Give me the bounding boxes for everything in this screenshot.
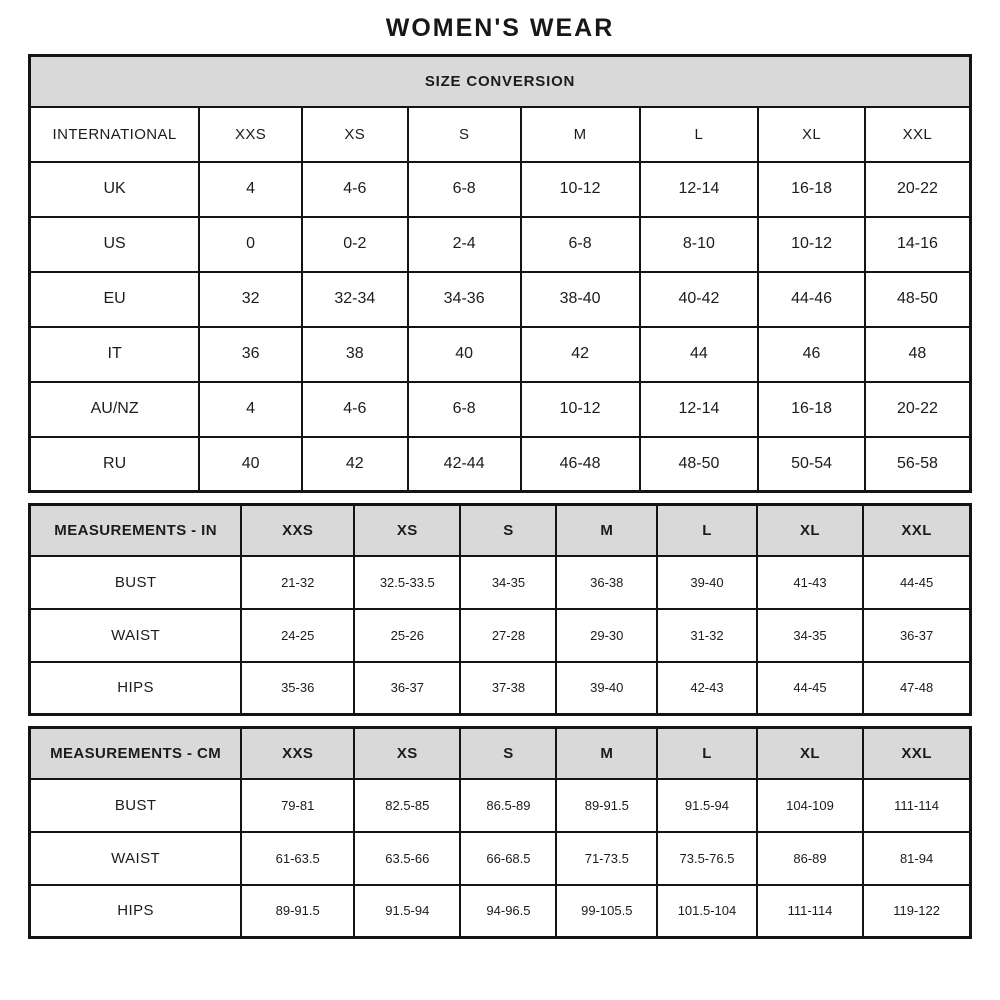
cell-value: 2-4 — [408, 217, 521, 272]
cell-value: 4-6 — [302, 162, 408, 217]
table-row — [30, 556, 971, 609]
column-header-l: L — [657, 505, 757, 556]
cell-value: 20-22 — [865, 162, 971, 217]
cell-value: 20-22 — [865, 382, 971, 437]
row-label-us: US — [30, 217, 200, 272]
measurements-in-table — [28, 503, 972, 716]
cell-value: 44 — [640, 327, 759, 382]
cell-value: 38 — [302, 327, 408, 382]
cell-value: 29-30 — [556, 609, 657, 662]
cell-value: 119-122 — [863, 885, 970, 938]
cell-value: 94-96.5 — [460, 885, 556, 938]
row-label-waist: WAIST — [30, 609, 242, 662]
row-label-hips: HIPS — [30, 885, 242, 938]
cell-value: 27-28 — [460, 609, 556, 662]
cell-value: 25-26 — [354, 609, 460, 662]
table-row — [30, 885, 971, 938]
cell-value: 32.5-33.5 — [354, 556, 460, 609]
cell-value: 4 — [199, 382, 302, 437]
column-header-xxs: XXS — [199, 107, 302, 162]
cell-value: 89-91.5 — [556, 779, 657, 832]
cell-value: 40 — [408, 327, 521, 382]
table-row — [30, 609, 971, 662]
cell-value: 36-37 — [354, 662, 460, 715]
cell-value: 8-10 — [640, 217, 759, 272]
cell-value: 41-43 — [757, 556, 863, 609]
cell-value: 36 — [199, 327, 302, 382]
cell-value: 73.5-76.5 — [657, 832, 757, 885]
cell-value: 16-18 — [758, 382, 865, 437]
size-conversion-title: SIZE CONVERSION — [30, 56, 971, 107]
cell-value: 0 — [199, 217, 302, 272]
cell-value: 46 — [758, 327, 865, 382]
cell-value: 10-12 — [521, 382, 640, 437]
cell-value: 66-68.5 — [460, 832, 556, 885]
row-label-bust: BUST — [30, 556, 242, 609]
cell-value: 34-35 — [757, 609, 863, 662]
cell-value: 44-45 — [757, 662, 863, 715]
cell-value: 39-40 — [556, 662, 657, 715]
column-header-xxs: XXS — [241, 505, 354, 556]
cell-value: 86.5-89 — [460, 779, 556, 832]
cell-value: 16-18 — [758, 162, 865, 217]
column-header-s: S — [460, 505, 556, 556]
column-header-m: M — [556, 728, 657, 779]
cell-value: 40-42 — [640, 272, 759, 327]
cell-value: 71-73.5 — [556, 832, 657, 885]
table-row — [30, 662, 971, 715]
table-row — [30, 327, 971, 382]
row-label-au-nz: AU/NZ — [30, 382, 200, 437]
cell-value: 14-16 — [865, 217, 971, 272]
column-header-xxl: XXL — [863, 505, 970, 556]
cell-value: 32 — [199, 272, 302, 327]
table-row — [30, 272, 971, 327]
corner-header-international: INTERNATIONAL — [30, 107, 200, 162]
cell-value: 48 — [865, 327, 971, 382]
size-conversion-table — [28, 54, 972, 493]
cell-value: 104-109 — [757, 779, 863, 832]
cell-value: 36-37 — [863, 609, 970, 662]
row-label-waist: WAIST — [30, 832, 242, 885]
table-row — [30, 779, 971, 832]
row-label-uk: UK — [30, 162, 200, 217]
cell-value: 42-44 — [408, 437, 521, 492]
cell-value: 4 — [199, 162, 302, 217]
cell-value: 46-48 — [521, 437, 640, 492]
column-header-xxl: XXL — [863, 728, 970, 779]
column-header-s: S — [460, 728, 556, 779]
cell-value: 42-43 — [657, 662, 757, 715]
cell-value: 101.5-104 — [657, 885, 757, 938]
cell-value: 48-50 — [640, 437, 759, 492]
cell-value: 61-63.5 — [241, 832, 354, 885]
cell-value: 47-48 — [863, 662, 970, 715]
table-title-measurements-cm: MEASUREMENTS - CM — [30, 728, 242, 779]
cell-value: 42 — [521, 327, 640, 382]
cell-value: 34-35 — [460, 556, 556, 609]
cell-value: 44-46 — [758, 272, 865, 327]
column-header-row — [30, 728, 971, 779]
cell-value: 34-36 — [408, 272, 521, 327]
column-header-xl: XL — [757, 728, 863, 779]
column-header-xxl: XXL — [865, 107, 971, 162]
table-row — [30, 217, 971, 272]
cell-value: 32-34 — [302, 272, 408, 327]
column-header-xs: XS — [354, 505, 460, 556]
table-row — [30, 162, 971, 217]
cell-value: 44-45 — [863, 556, 970, 609]
column-header-l: L — [657, 728, 757, 779]
column-header-xxs: XXS — [241, 728, 354, 779]
row-label-ru: RU — [30, 437, 200, 492]
cell-value: 35-36 — [241, 662, 354, 715]
cell-value: 48-50 — [865, 272, 971, 327]
row-label-it: IT — [30, 327, 200, 382]
cell-value: 12-14 — [640, 382, 759, 437]
cell-value: 6-8 — [521, 217, 640, 272]
column-header-xs: XS — [354, 728, 460, 779]
table-row — [30, 437, 971, 492]
cell-value: 91.5-94 — [354, 885, 460, 938]
cell-value: 40 — [199, 437, 302, 492]
table-row — [30, 832, 971, 885]
cell-value: 38-40 — [521, 272, 640, 327]
column-header-s: S — [408, 107, 521, 162]
cell-value: 4-6 — [302, 382, 408, 437]
cell-value: 21-32 — [241, 556, 354, 609]
cell-value: 89-91.5 — [241, 885, 354, 938]
column-header-row — [30, 107, 971, 162]
cell-value: 82.5-85 — [354, 779, 460, 832]
cell-value: 63.5-66 — [354, 832, 460, 885]
column-header-xl: XL — [757, 505, 863, 556]
cell-value: 91.5-94 — [657, 779, 757, 832]
cell-value: 0-2 — [302, 217, 408, 272]
column-header-l: L — [640, 107, 759, 162]
measurements-cm-body — [30, 728, 971, 938]
cell-value: 50-54 — [758, 437, 865, 492]
cell-value: 79-81 — [241, 779, 354, 832]
column-header-xs: XS — [302, 107, 408, 162]
size-conversion-body — [30, 56, 971, 492]
row-label-bust: BUST — [30, 779, 242, 832]
cell-value: 56-58 — [865, 437, 971, 492]
table-title-measurements-in: MEASUREMENTS - IN — [30, 505, 242, 556]
row-label-eu: EU — [30, 272, 200, 327]
measurements-cm-table — [28, 726, 972, 939]
cell-value: 12-14 — [640, 162, 759, 217]
cell-value: 10-12 — [521, 162, 640, 217]
column-header-row — [30, 505, 971, 556]
column-header-xl: XL — [758, 107, 865, 162]
cell-value: 36-38 — [556, 556, 657, 609]
cell-value: 111-114 — [863, 779, 970, 832]
measurements-in-body — [30, 505, 971, 715]
cell-value: 86-89 — [757, 832, 863, 885]
page-title: WOMEN'S WEAR — [385, 14, 615, 42]
table-title-row — [30, 56, 971, 107]
row-label-hips: HIPS — [30, 662, 242, 715]
column-header-m: M — [521, 107, 640, 162]
cell-value: 37-38 — [460, 662, 556, 715]
table-row — [30, 382, 971, 437]
cell-value: 111-114 — [757, 885, 863, 938]
cell-value: 39-40 — [657, 556, 757, 609]
cell-value: 99-105.5 — [556, 885, 657, 938]
cell-value: 24-25 — [241, 609, 354, 662]
column-header-m: M — [556, 505, 657, 556]
cell-value: 6-8 — [408, 382, 521, 437]
cell-value: 10-12 — [758, 217, 865, 272]
cell-value: 31-32 — [657, 609, 757, 662]
cell-value: 6-8 — [408, 162, 521, 217]
cell-value: 81-94 — [863, 832, 970, 885]
cell-value: 42 — [302, 437, 408, 492]
